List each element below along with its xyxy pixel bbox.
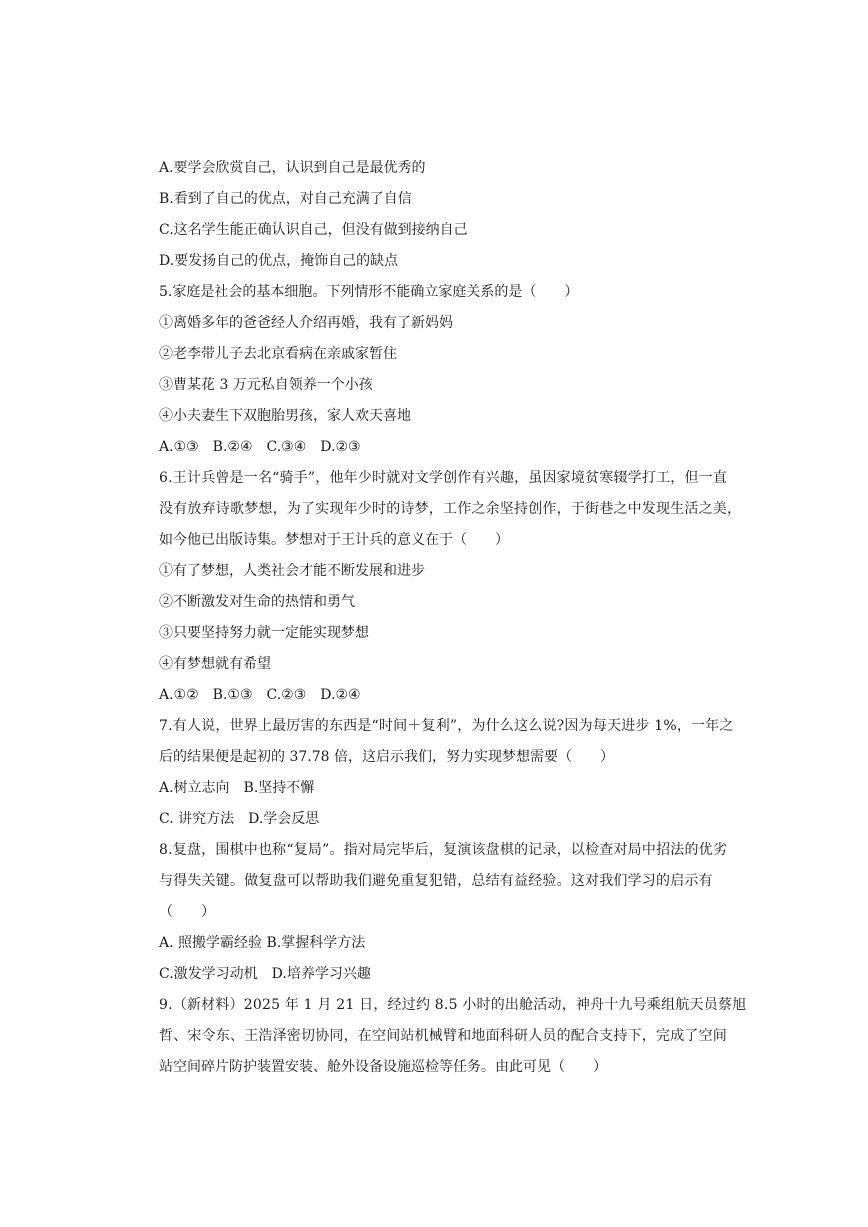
q8-stem-line-3: （ ） — [159, 904, 215, 920]
q6-stem-line-2: 没有放弃诗歌梦想，为了实现年少时的诗梦，工作之余坚持创作，于街巷之中发现生活之美， — [159, 501, 742, 517]
q8-stem-line-1: 8.复盘，围棋中也称“复局”。指对局完毕后，复演该盘棋的记录，以检查对局中招法的优劣 — [159, 842, 728, 858]
q6-stem-line-1: 6.王计兵曾是一名“骑手”，他年少时就对文学创作有兴趣，虽因家境贫寒辍学打工，但一直 — [159, 470, 728, 486]
q5-item-1: ①离婚多年的爸爸经人介绍再婚，我有了新妈妈 — [159, 315, 453, 331]
q7-options-line-1: A.树立志向 B.坚持不懈 — [159, 780, 315, 796]
q8-options-line-1: A. 照搬学霸经验 B.掌握科学方法 — [159, 935, 366, 951]
q5-options: A.①③ B.②④ C.③④ D.②③ — [159, 439, 361, 455]
q8-stem-line-2: 与得失关键。做复盘可以帮助我们避免重复犯错，总结有益经验。这对我们学习的启示有 — [159, 873, 713, 889]
q9-stem-line-2: 哲、宋令东、王浩泽密切协同，在空间站机械臂和地面科研人员的配合支持下，完成了空间 — [159, 1028, 727, 1044]
q4-option-d: D.要发扬自己的优点，掩饰自己的缺点 — [159, 253, 399, 269]
q7-stem-line-1: 7.有人说，世界上最厉害的东西是“时间＋复利”，为什么这么说?因为每天进步 1%，一年之 — [159, 718, 734, 734]
q6-item-2: ②不断激发对生命的热情和勇气 — [159, 594, 355, 610]
q4-option-a: A.要学会欣赏自己，认识到自己是最优秀的 — [159, 160, 426, 176]
q4-option-b: B.看到了自己的优点，对自己充满了自信 — [159, 191, 412, 207]
q9-stem-line-3: 站空间碎片防护装置安装、舱外设备设施巡检等任务。由此可见（ ） — [159, 1059, 607, 1075]
q6-stem-line-3: 如今他已出版诗集。梦想对于王计兵的意义在于（ ） — [159, 532, 509, 548]
q6-options: A.①② B.①③ C.②③ D.②④ — [159, 687, 361, 703]
q6-item-4: ④有梦想就有希望 — [159, 656, 271, 672]
q8-options-line-2: C.激发学习动机 D.培养学习兴趣 — [159, 966, 371, 982]
q6-item-3: ③只要坚持努力就一定能实现梦想 — [159, 625, 369, 641]
q7-stem-line-2: 后的结果便是起初的 37.78 倍，这启示我们，努力实现梦想需要（ ） — [159, 749, 614, 765]
q5-item-2: ②老李带儿子去北京看病在亲戚家暂住 — [159, 346, 397, 362]
q5-item-3: ③曹某花 3 万元私自领养一个小孩 — [159, 377, 373, 393]
q5-stem: 5.家庭是社会的基本细胞。下列情形不能确立家庭关系的是（ ） — [159, 284, 579, 300]
q5-item-4: ④小夫妻生下双胞胎男孩，家人欢天喜地 — [159, 408, 411, 424]
q7-options-line-2: C. 讲究方法 D.学会反思 — [159, 811, 320, 827]
q4-option-c: C.这名学生能正确认识自己，但没有做到接纳自己 — [159, 222, 468, 238]
q9-stem-line-1: 9.（新材料）2025 年 1 月 21 日，经过约 8.5 小时的出舱活动，神舟十九号乘组航天员蔡旭 — [159, 997, 747, 1013]
q6-item-1: ①有了梦想，人类社会才能不断发展和进步 — [159, 563, 425, 579]
